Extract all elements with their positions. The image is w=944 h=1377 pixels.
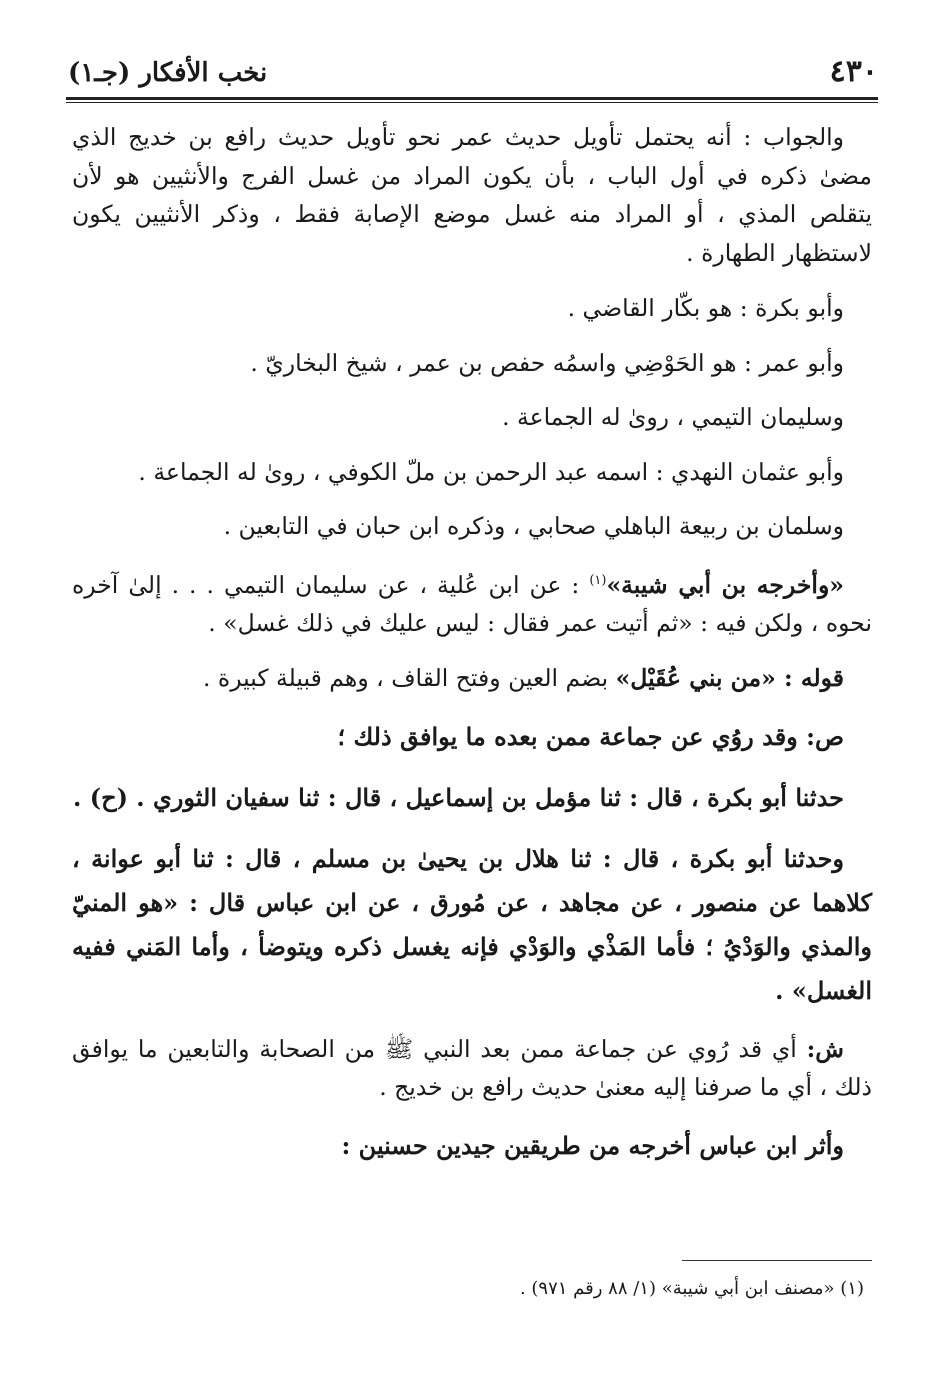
paragraph-bani-uqayl [72, 659, 872, 698]
paragraph-isnad-2: وحدثنا أبو بكرة ، قال : ثنا هلال بن يحيىٰ بن مسلم ، قال : ثنا أبو عوانة ، كلاهما عن منصور ، عن مجاهد ، عن مُورق ، عن ابن عباس قال : «هو المنيّ والمذي والوَدْيُ ؛ فأما المَذْي والوَدْي فإنه يغسل ذكره ويتوضأ ، وأما المَني ففيه الغسل» . [72, 843, 872, 1005]
quote-rest: بضم العين وفتح القاف ، وهم قبيلة كبيرة . [202, 664, 616, 693]
main-text [72, 118, 872, 1185]
page-header [68, 52, 878, 96]
paragraph-matn-intro: ص: وقد روُي عن جماعة ممن بعده ما يوافق ذلك ؛ [337, 721, 844, 751]
paragraph-sulayman: وسليمان التيمي ، روىٰ له الجماعة . [502, 403, 844, 431]
citation-bold: «وأخرجه بن أبي شيبة» [606, 570, 844, 599]
footnote: (١) «مصنف ابن أبي شيبة» (١/ ٨٨ رقم ٩٧١) . [519, 1278, 864, 1299]
paragraph-abu-uthman: وأبو عثمان النهدي : اسمه عبد الرحمن بن ملّ الكوفي ، روىٰ له الجماعة . [138, 457, 844, 486]
paragraph-abu-umar: وأبو عمر : هو الحَوْضِي واسمُه حفص بن عمر ، شيخ البخاريّ . [250, 348, 844, 377]
paragraph-ibn-abi-shayba [72, 562, 872, 643]
header-rule-thick [66, 97, 878, 100]
footnote-rule [682, 1260, 872, 1261]
header-rule-thin [66, 102, 878, 103]
sharh-rest: أي قد رُوي عن جماعة ممن بعد النبي ﷺ من الصحابة والتابعين ما يوافق ذلك ، أي ما صرفنا إليه معنىٰ حديث رافع بن خديج . [72, 1034, 872, 1102]
paragraph-salman: وسلمان بن ربيعة الباهلي صحابي ، وذكره ابن حبان في التابعين . [223, 512, 844, 540]
paragraph-answer: والجواب : أنه يحتمل تأويل حديث عمر نحو تأويل حديث رافع بن خديج الذي مضىٰ ذكره في أول الباب ، بأن يكون المراد من غسل الفرج والأنثيين هو لأن يتقلص المذي ، أو المراد منه غسل موضع الإصابة فقط ، وذكر الأنثيين يكون لاستظهار الطهارة . [72, 123, 872, 267]
page-number: ٤٣٠ [829, 54, 878, 89]
paragraph-abu-bakra: وأبو بكرة : هو بكّار القاضي . [567, 294, 844, 322]
citation-rest: : عن ابن عُلية ، عن سليمان التيمي . . . إلىٰ آخره نحوه ، ولكن فيه : «ثم أتيت عمر فقال : ليس عليك في ذلك غسل» . [72, 570, 872, 637]
paragraph-sharh [72, 1030, 872, 1107]
footnote-marker: (١) [589, 572, 607, 588]
paragraph-isnad-1: حدثنا أبو بكرة ، قال : ثنا مؤمل بن إسماعيل ، قال : ثنا سفيان الثوري . (ح) . [73, 782, 844, 812]
sharh-marker: ش: [806, 1034, 844, 1063]
paragraph-ibn-abbas: وأثر ابن عباس أخرجه من طريقين جيدين حسنين : [341, 1130, 844, 1160]
running-title: نخب الأفكار (جـ١) [68, 58, 268, 88]
quote-bold: قوله : «من بني عُقَيْل» [615, 664, 844, 693]
